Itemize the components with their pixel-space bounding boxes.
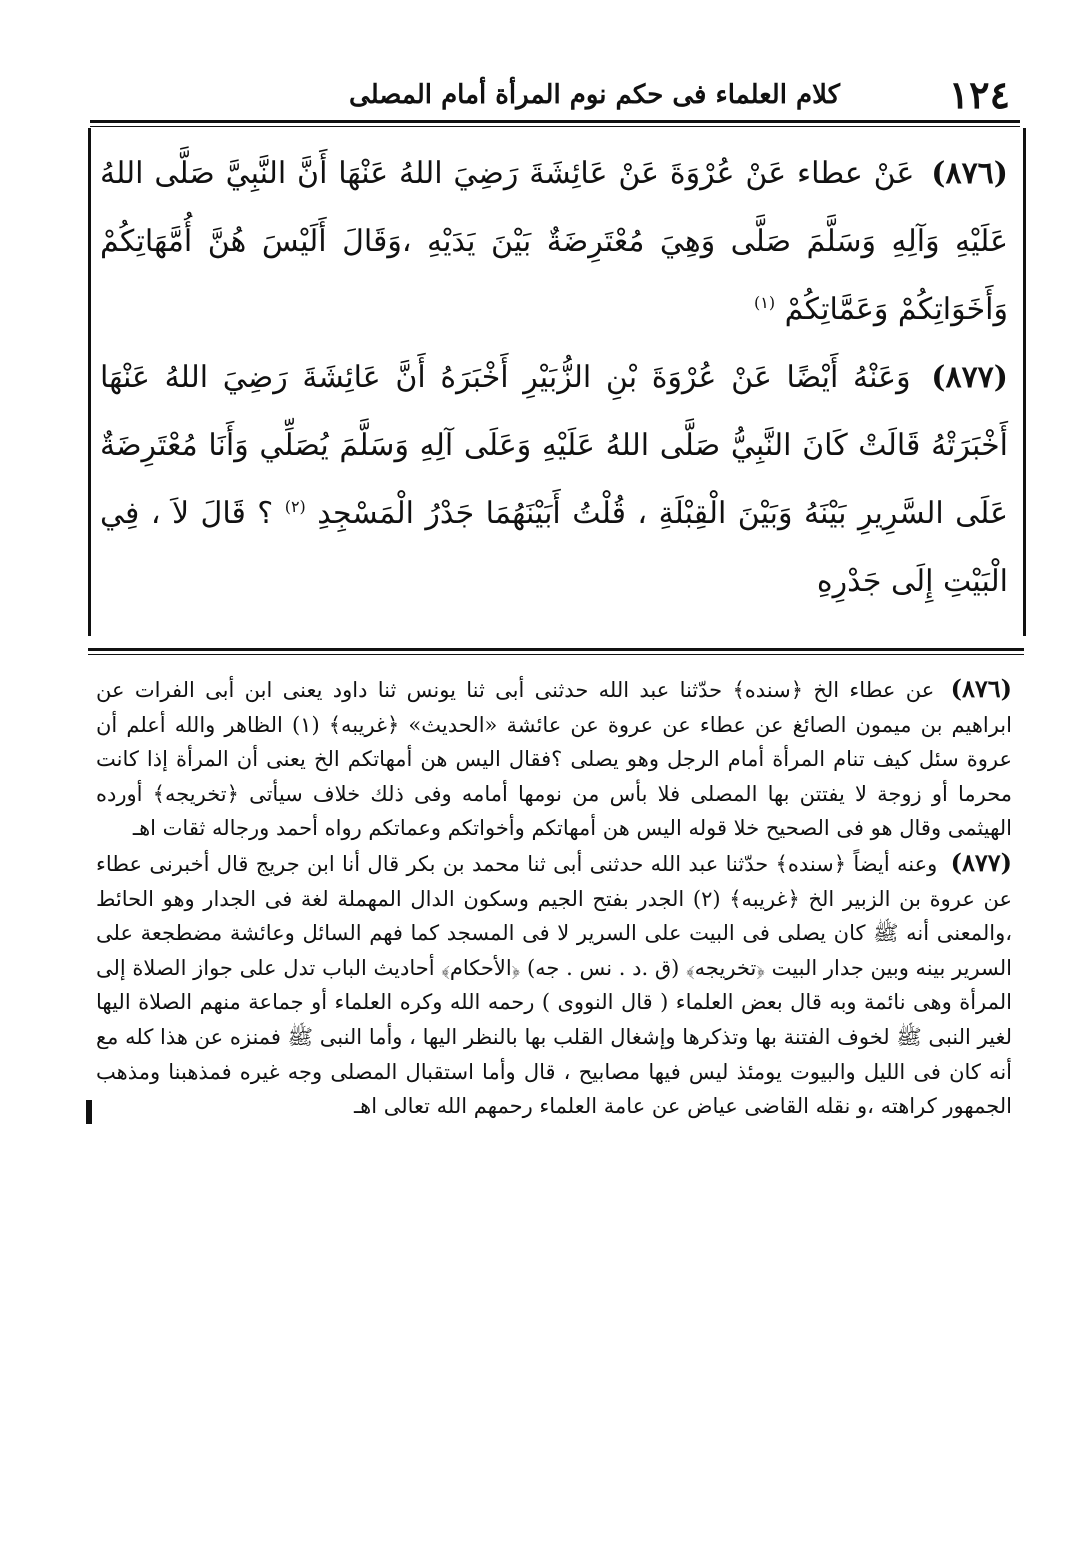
commentary-notes <box>96 672 1012 1124</box>
note-text: وعنه أيضاً ﴿سنده﴾ حدّثنا عبد الله حدثنى أبى ثنا محمد بن بكر قال أنا ابن جريج قال أخبرنى عطاء عن عروة بن الزبير الخ ﴿غريبه﴾ (٢) الجدر بفتح الجيم وسكون الدال المهملة لغة فى الجدار وهو الحائط ،والمعنى أنه ﷺ كان يصلى فى البيت على السرير لا فى المسجد كما فهم السائل وعائشة مضطجعة على السرير بينه وبين جدار البيت ﴿تخريجه﴾ (ق .د . نس . جه) ﴿الأحكام﴾ أحاديث الباب تدل على جواز الصلاة إلى المرأة وهى نائمة وبه قال بعض العلماء ( قال النووى ) رحمه الله وكره العلماء أو جماعة منهم الصلاة اليها لغير النبى ﷺ لخوف الفتنة بها وتذكرها وإشغال القلب بها بالنظر اليها ، وأما النبى ﷺ فمنزه عن هذا كله مع أنه كان فى الليل والبيوت يومئذ ليس فيها مصابيح ، قال وأما استقبال المصلى وجه غيره فمذهبنا ومذهب الجمهور كراهته ،و نقله القاضى عياض عن عامة العلماء رحمهم الله تعالى اهـ <box>96 851 1012 1119</box>
hadith-text: عَنْ عطاء عَنْ عُرْوَةَ عَنْ عَائِشَةَ رَضِيَ اللهُ عَنْهَا أَنَّ النَّبِيَّ صَلَّى اللهُ عَلَيْهِ وَآلِهِ وَسَلَّمَ صَلَّى وَهِيَ مُعْتَرِضَةٌ بَيْنَ يَدَيْهِ ،وَقَالَ أَلَيْسَ هُنَّ أُمَّهَاتِكُمْ وَأَخَوَاتِكُمْ وَعَمَّاتِكُمْ <box>100 156 1008 327</box>
footnote-ref: (٢) <box>284 497 306 516</box>
main-text <box>100 140 1008 616</box>
hadith-876 <box>100 140 1008 344</box>
footnote-ref: (١) <box>753 293 776 312</box>
hadith-number: (٨٧٦) <box>931 156 1008 191</box>
page-number: ١٢٤ <box>948 72 1010 117</box>
section-divider <box>88 648 1024 655</box>
hadith-text: وَعَنْهُ أَيْضًا عَنْ عُرْوَةَ بْنِ الزُّبَيْرِ أَخْبَرَهُ أَنَّ عَائِشَةَ رَضِيَ اللهُ عَنْهَا أَخْبَرَتْهُ قَالَتْ كَانَ النَّبِيُّ صَلَّى اللهُ عَلَيْهِ وَعَلَى آلِهِ وَسَلَّمَ يُصَلِّي وَأَنَا مُعْتَرِضَةٌ عَلَى السَّرِيرِ بَيْنَهُ وَبَيْنَ الْقِبْلَةِ ، قُلْتُ أَبَيْنَهُمَا جَدْرُ الْمَسْجِدِ <box>100 360 1008 531</box>
page-header <box>90 72 1010 118</box>
note-number: (٨٧٦) <box>950 674 1012 703</box>
hadith-877 <box>100 344 1008 616</box>
note-877 <box>96 846 1012 1124</box>
note-876 <box>96 672 1012 846</box>
hadith-number: (٨٧٧) <box>931 360 1008 395</box>
note-number: (٨٧٧) <box>950 847 1012 877</box>
hadith-text-end: ؟ قَالَ لاَ ، فِي الْبَيْتِ إِلَى جَدْرِهِ <box>100 496 1008 599</box>
header-rule <box>90 120 1020 127</box>
note-text: عن عطاء الخ ﴿سنده﴾ حدّثنا عبد الله حدثنى أبى ثنا يونس ثنا داود يعنى ابن أبى الفرات عن ابراهيم بن ميمون الصائغ عن عطاء عن عروة عن عائشة «الحديث» ﴿غريبه﴾ (١) الظاهر والله أعلم أن عروة سئل كيف تنام المرأة أمام الرجل وهو يصلى ؟فقال اليس هن أمهاتكم الخ يعنى أن المرأة إذا كانت محرما أو زوجة لا يفتتن بها المصلى فلا بأس من نومها أمامه وفى ذلك خلاف سيأتى ﴿تخريجه﴾ أورده الهيثمى وقال هو فى الصحيح خلا قوله اليس هن أمهاتكم وأخواتكم وعماتكم رواه أحمد ورجاله ثقات اهـ <box>96 678 1012 841</box>
scan-edge-mark <box>86 1100 92 1124</box>
running-title: كلام العلماء فى حكم نوم المرأة أمام المصلى <box>349 80 840 110</box>
